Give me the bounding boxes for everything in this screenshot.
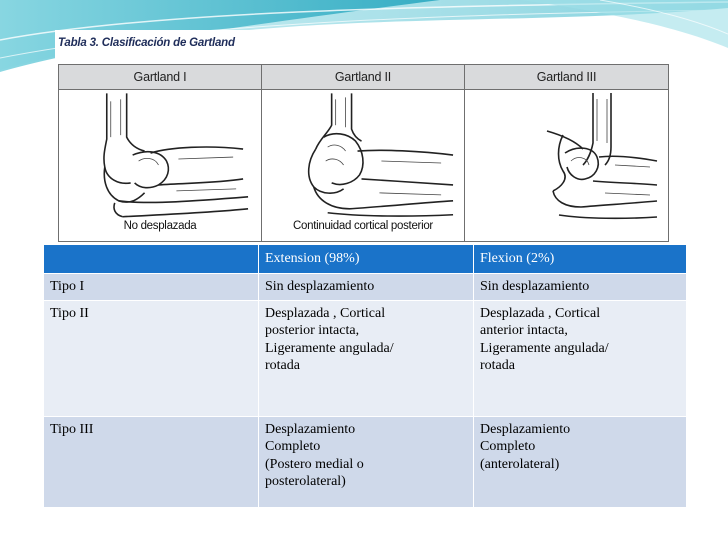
header-cell-flexion: Flexion (2%) — [474, 245, 687, 274]
classification-table — [43, 244, 687, 508]
figure-column-gartland-3 — [465, 65, 668, 241]
extension-cell: Desplazamiento Completo (Postero medial o posterolateral) — [259, 416, 474, 507]
extension-cell: Desplazada , Cortical posterior intacta, Ligeramente angulada/ rotada — [259, 300, 474, 416]
elbow-illustration-nondisplaced — [59, 91, 261, 241]
row-label: Tipo I — [44, 274, 259, 301]
figure-sub-label: No desplazada — [123, 220, 197, 232]
elbow-illustration-displaced — [465, 91, 668, 241]
figure-sub-label: Continuidad cortical posterior — [293, 220, 433, 232]
flexion-cell: Sin desplazamiento — [474, 274, 687, 301]
flexion-cell: Desplazamiento Completo (anterolateral) — [474, 416, 687, 507]
header-cell-empty — [44, 245, 259, 274]
table-row — [44, 274, 687, 301]
header-cell-extension: Extension (98%) — [259, 245, 474, 274]
figure-column-gartland-2 — [262, 65, 465, 241]
table-row — [44, 300, 687, 416]
figure-column-gartland-1 — [59, 65, 262, 241]
table-row — [44, 416, 687, 507]
flexion-cell: Desplazada , Cortical anterior intacta, Ligeramente angulada/ rotada — [474, 300, 687, 416]
row-label: Tipo II — [44, 300, 259, 416]
row-label: Tipo III — [44, 416, 259, 507]
extension-cell: Sin desplazamiento — [259, 274, 474, 301]
figure-column-header: Gartland I — [59, 65, 261, 90]
figure-column-header: Gartland III — [465, 65, 668, 90]
figure-caption: Tabla 3. Clasificación de Gartland — [58, 37, 235, 49]
elbow-illustration-hinged — [262, 91, 464, 241]
table-header-row — [44, 245, 687, 274]
figure-column-header: Gartland II — [262, 65, 464, 90]
gartland-figure — [58, 64, 669, 242]
